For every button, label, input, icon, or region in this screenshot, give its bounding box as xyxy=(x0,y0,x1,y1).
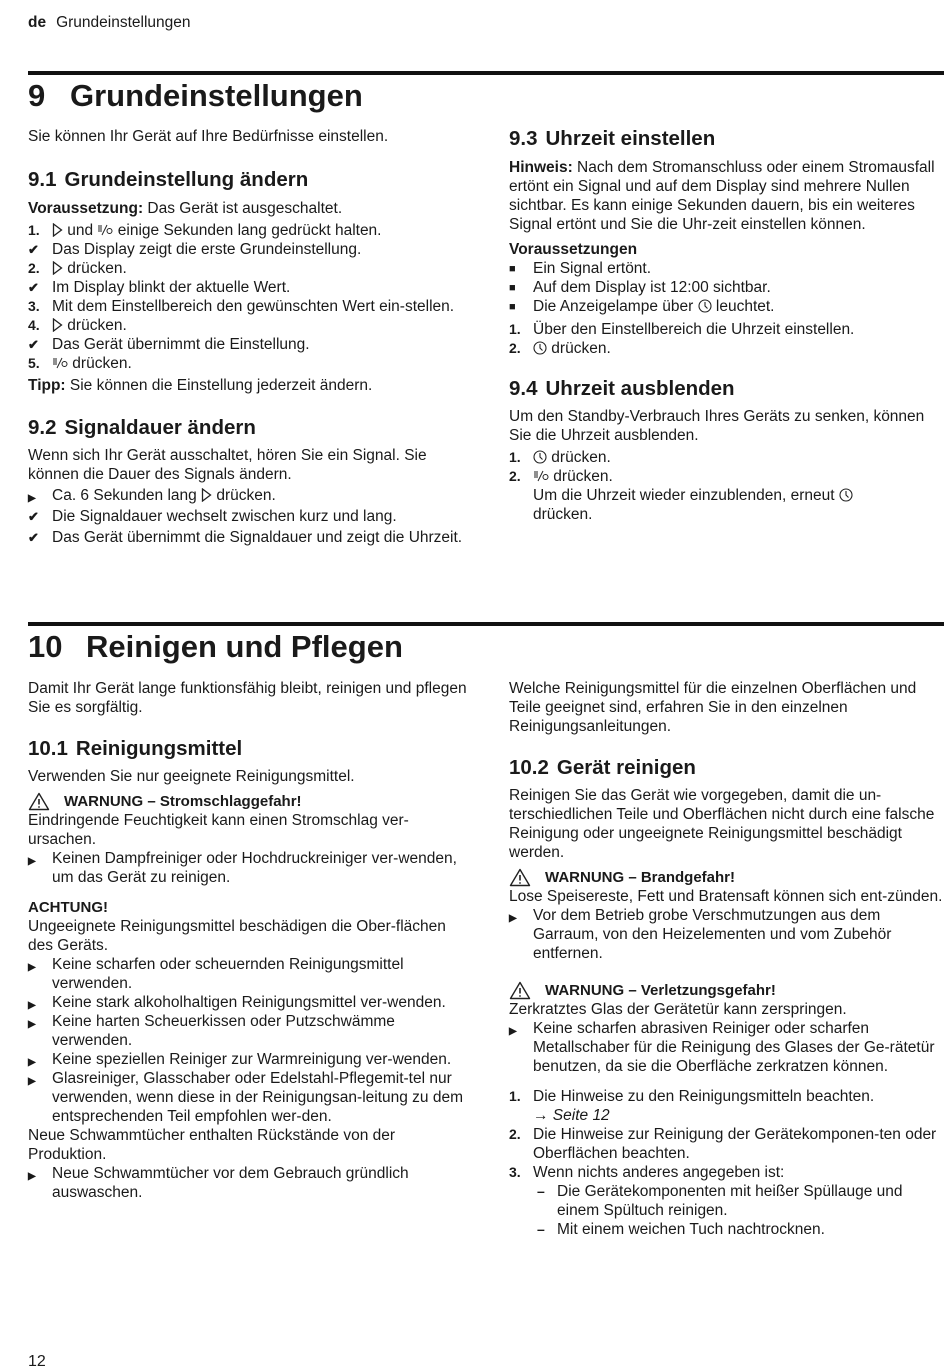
section-10-2-intro: Reinigen Sie das Gerät wie vorgegeben, damit die un-terschiedlichen Teile und Oberflächen nicht durch eine falsche Reinigung oder ungeeignete Reinigungsmittel beschädigt werden. xyxy=(509,787,935,861)
page-reference-link[interactable]: → Seite 12 xyxy=(533,1107,610,1124)
step-3: 3. Wenn nichts anderes angegeben ist: xyxy=(509,1164,785,1181)
prerequisite-text: Das Gerät ist ausgeschaltet. xyxy=(143,200,343,217)
note xyxy=(509,158,944,234)
step-number: 2. xyxy=(509,1126,521,1142)
warning-electric-shock: WARNUNG – Stromschlaggefahr! xyxy=(28,792,468,811)
section-10-heading xyxy=(28,629,403,665)
sub-step: – Mit einem weichen Tuch nachtrocknen. xyxy=(537,1221,825,1238)
step-2: 2. Die Hinweise zur Reinigung der Gerätekomponen-ten oder Oberflächen beachten. xyxy=(509,1126,937,1162)
power-icon xyxy=(533,469,549,483)
section-10-left-column xyxy=(28,679,468,1202)
warning-triangle-icon xyxy=(509,981,531,1000)
arrow-right-icon xyxy=(52,318,63,332)
result-2: ✔ Im Display blinkt der aktuelle Wert. xyxy=(28,279,291,296)
step-number: 4. xyxy=(28,317,40,333)
bullet-triangle-icon: ▶ xyxy=(28,1000,36,1011)
warning-fire: WARNUNG – Brandgefahr! xyxy=(509,868,944,887)
check-icon: ✔ xyxy=(28,242,39,257)
section-9-2-number: 9.2 xyxy=(28,416,57,439)
clock-icon xyxy=(533,341,547,355)
section-9-left-column xyxy=(28,127,468,547)
section-10-1-number: 10.1 xyxy=(28,737,68,760)
dash-bullet: – xyxy=(537,1183,545,1199)
warning-triangle-icon xyxy=(509,868,531,887)
section-9-intro: Sie können Ihr Gerät auf Ihre Bedürfnisse einstellen. xyxy=(28,128,389,145)
section-10-intro-right: Welche Reinigungsmittel für die einzelnen Oberflächen und Teile geeignet sind, erfahren Sie in den einzelnen Reinigungsanleitungen. xyxy=(509,680,917,735)
attention-text: Ungeeignete Reinigungsmittel beschädigen die Ober-flächen des Geräts. xyxy=(28,918,446,954)
attention-item: ▶ Keine scharfen oder scheuernden Reinigungsmittel verwenden. xyxy=(28,956,404,992)
attention-item: ▶ Keine speziellen Reiniger zur Warmreinigung ver-wenden. xyxy=(28,1050,468,1069)
sponge-action: ▶ Neue Schwammtücher vor dem Gebrauch gründlich auswaschen. xyxy=(28,1165,409,1201)
section-10-title: Reinigen und Pflegen xyxy=(86,629,403,664)
page-number: 12 xyxy=(28,1353,46,1369)
section-9-4-number: 9.4 xyxy=(509,377,538,400)
warning-text: Lose Speisereste, Fett und Bratensaft können sich ent-zünden. xyxy=(509,888,943,905)
bullet-triangle-icon: ▶ xyxy=(28,1019,36,1030)
attention-list xyxy=(28,955,468,1126)
step-1: 1. Über den Einstellbereich die Uhrzeit einstellen. xyxy=(509,321,855,338)
section-9-1-title: Grundeinstellung ändern xyxy=(64,168,309,191)
bullet-square-icon: ■ xyxy=(509,263,516,275)
warning-text: Zerkratztes Glas der Gerätetür kann zerspringen. xyxy=(509,1001,847,1018)
power-icon xyxy=(97,223,113,237)
arrow-right-icon xyxy=(201,488,212,502)
section-10-rule xyxy=(28,622,944,626)
section-10-1-heading xyxy=(28,737,468,761)
arrow-right-icon xyxy=(52,261,63,275)
action: ▶ Ca. 6 Sekunden lang drücken. xyxy=(28,486,468,505)
attention-item: ▶ Glasreiniger, Glasschaber oder Edelstahl-Pflegemit-tel nur verwenden, wenn diese in der Reinigungsan-leitung zu dem entsprechenden Teil empfohlen wer-den. xyxy=(28,1070,464,1125)
section-9-number: 9 xyxy=(28,78,46,113)
bullet-triangle-icon: ▶ xyxy=(28,856,36,867)
step-number: 2. xyxy=(509,340,521,356)
arrow-right-icon xyxy=(52,223,63,237)
section-10-right-column xyxy=(509,679,944,1239)
result: ✔ Das Gerät übernimmt die Signaldauer und zeigt die Uhrzeit. xyxy=(28,529,463,546)
bullet-triangle-icon: ▶ xyxy=(28,1171,36,1182)
step-number: 1. xyxy=(509,321,521,337)
section-9-4-heading xyxy=(509,377,944,401)
check-icon: ✔ xyxy=(28,337,39,352)
warning-action: ▶ Vor dem Betrieb grobe Verschmutzungen aus dem Garraum, von den Heizelementen und vom Zubehör entfernen. xyxy=(509,907,892,962)
result-4: ✔ Das Gerät übernimmt die Einstellung. xyxy=(28,336,310,353)
section-9-rule xyxy=(28,71,944,75)
step-number: 1. xyxy=(28,222,40,238)
tip-text: Sie können die Einstellung jederzeit ändern. xyxy=(65,377,373,394)
sponge-text: Neue Schwammtücher enthalten Rückstände von der Produktion. xyxy=(28,1127,396,1163)
note-text: Nach dem Stromanschluss oder einem Stromausfall ertönt ein Signal und auf dem Display sind mehrere Nullen sichtbar. Es kann einige Sekunden dauern, bis ein weiteres Signal ertönt und Sie die Uhr-zeit einstellen können. xyxy=(509,159,935,233)
section-9-3-title: Uhrzeit einstellen xyxy=(545,127,716,150)
clock-icon xyxy=(839,488,853,502)
clock-icon xyxy=(698,299,712,313)
prerequisite-item: ■ Ein Signal ertönt. xyxy=(509,260,652,277)
section-9-1-number: 9.1 xyxy=(28,168,57,191)
running-header xyxy=(28,13,191,32)
step-2: 2. drücken. xyxy=(509,468,613,485)
step-number: 3. xyxy=(28,298,40,314)
section-9-3-heading xyxy=(509,127,944,151)
bullet-triangle-icon: ▶ xyxy=(28,962,36,973)
section-9-4-intro: Um den Standby-Verbrauch Ihres Geräts zu senken, können Sie die Uhrzeit ausblenden. xyxy=(509,408,925,444)
step-number: 1. xyxy=(509,449,521,465)
prerequisite-item: ■ Auf dem Display ist 12:00 sichtbar. xyxy=(509,279,771,296)
section-10-2-title: Gerät reinigen xyxy=(556,756,696,779)
power-icon xyxy=(52,356,68,370)
check-icon: ✔ xyxy=(28,530,39,545)
result-1: ✔ Das Display zeigt die erste Grundeinstellung. xyxy=(28,241,362,258)
clock-icon xyxy=(533,450,547,464)
bullet-triangle-icon: ▶ xyxy=(28,1076,36,1087)
result: ✔ Die Signaldauer wechselt zwischen kurz und lang. xyxy=(28,508,397,525)
step-1: 1. drücken. xyxy=(509,449,611,466)
step-2: 2. drücken. xyxy=(509,340,611,357)
step-number: 2. xyxy=(509,468,521,484)
header-title: Grundeinstellungen xyxy=(56,14,191,31)
warning-action: ▶ Keinen Dampfreiniger oder Hochdruckreiniger ver-wenden, um das Gerät zu reinigen. xyxy=(28,850,457,886)
prerequisite-label: Voraussetzung: xyxy=(28,200,144,217)
section-10-2-heading xyxy=(509,756,944,780)
step-1: 1. Die Hinweise zu den Reinigungsmitteln beachten. → Seite 12 xyxy=(509,1088,875,1124)
check-icon: ✔ xyxy=(28,509,39,524)
step-2: 2. drücken. xyxy=(28,260,127,277)
prerequisites-title: Voraussetzungen xyxy=(509,241,638,258)
warning-injury: WARNUNG – Verletzungsgefahr! xyxy=(509,981,944,1000)
warning-text: Eindringende Feuchtigkeit kann einen Stromschlag ver-ursachen. xyxy=(28,812,409,848)
attention-item: ▶ Keine harten Scheuerkissen oder Putzschwämme verwenden. xyxy=(28,1013,395,1049)
bullet-square-icon: ■ xyxy=(509,282,516,294)
language-code: de xyxy=(28,14,47,31)
warning-triangle-icon xyxy=(28,792,50,811)
dash-bullet: – xyxy=(537,1221,545,1237)
section-9-2-intro: Wenn sich Ihr Gerät ausschaltet, hören Sie ein Signal. Sie können die Dauer des Signals ändern. xyxy=(28,447,427,483)
tip xyxy=(28,376,468,395)
step-2-note: Um die Uhrzeit wieder einzublenden, erneut drücken. xyxy=(509,486,944,524)
attention-item: ▶ Keine stark alkoholhaltigen Reinigungsmittel ver-wenden. xyxy=(28,993,468,1012)
section-10-number: 10 xyxy=(28,629,63,664)
section-9-4-title: Uhrzeit ausblenden xyxy=(545,377,735,400)
section-10-2-number: 10.2 xyxy=(509,756,549,779)
warning-action: ▶ Keine scharfen abrasiven Reiniger oder scharfen Metallschaber für die Reinigung des Glases der Ge-rätetür benutzen, da sie die Oberfläche zerkratzen können. xyxy=(509,1020,935,1075)
section-10-1-intro: Verwenden Sie nur geeignete Reinigungsmittel. xyxy=(28,768,355,785)
section-9-heading xyxy=(28,78,363,114)
step-number: 1. xyxy=(509,1088,521,1104)
prerequisite xyxy=(28,199,468,218)
bullet-triangle-icon: ▶ xyxy=(509,1026,517,1037)
tip-label: Tipp: xyxy=(28,377,66,394)
prerequisite-item: ■ Die Anzeigelampe über leuchtet. xyxy=(509,298,775,315)
section-9-1-heading xyxy=(28,168,468,192)
step-5: 5. drücken. xyxy=(28,355,132,372)
step-1: 1. und einige Sekunden lang gedrückt halten. xyxy=(28,222,382,239)
bullet-triangle-icon: ▶ xyxy=(28,1057,36,1068)
section-10-1-title: Reinigungsmittel xyxy=(75,737,243,760)
note-label: Hinweis: xyxy=(509,159,573,176)
step-number: 5. xyxy=(28,355,40,371)
section-9-3-number: 9.3 xyxy=(509,127,538,150)
section-10-intro: Damit Ihr Gerät lange funktionsfähig bleibt, reinigen und pflegen Sie es sorgfältig. xyxy=(28,680,467,716)
step-number: 2. xyxy=(28,260,40,276)
section-9-2-heading xyxy=(28,416,468,440)
step-number: 3. xyxy=(509,1164,521,1180)
sub-step: – Die Gerätekomponenten mit heißer Spüllauge und einem Spültuch reinigen. xyxy=(537,1183,903,1219)
section-9-right-column xyxy=(509,127,944,524)
step-4: 4. drücken. xyxy=(28,317,127,334)
bullet-triangle-icon: ▶ xyxy=(28,493,36,504)
bullet-square-icon: ■ xyxy=(509,301,516,313)
check-icon: ✔ xyxy=(28,280,39,295)
attention-title: ACHTUNG! xyxy=(28,899,108,916)
section-9-2-title: Signaldauer ändern xyxy=(64,416,256,439)
bullet-triangle-icon: ▶ xyxy=(509,913,517,924)
step-3: 3. Mit dem Einstellbereich den gewünschten Wert ein-stellen. xyxy=(28,298,455,315)
section-9-title: Grundeinstellungen xyxy=(70,78,363,113)
